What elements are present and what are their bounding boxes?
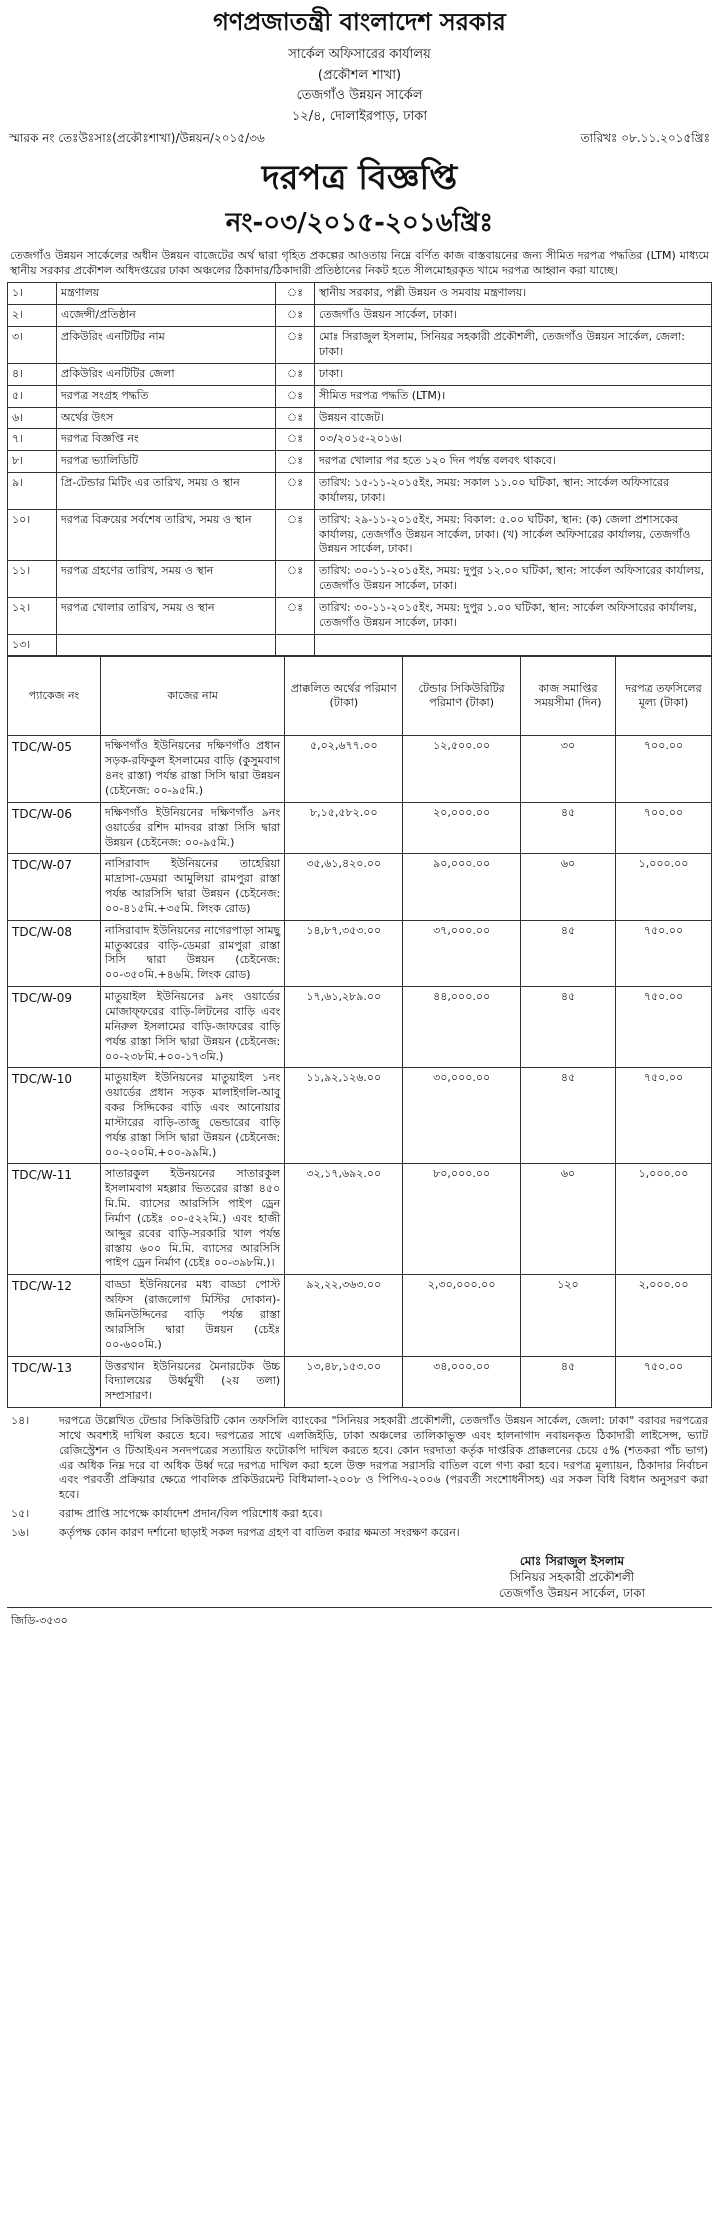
tender-security: ৩৪,০০০.০০ xyxy=(403,1356,521,1408)
info-label: দরপত্র সংগ্রহ পদ্ধতি xyxy=(57,385,276,407)
info-row xyxy=(8,509,712,561)
work-name: দক্ষিণগাঁও ইউনিয়নের দক্ষিণগাঁও ৯নং ওয়ার্ডের রশিদ মাদবর রাস্তা সিসি দ্বারা উন্নয়ন (চেইনেজ: ০০-৯৫মি.) xyxy=(100,802,284,854)
info-serial: ৯। xyxy=(8,473,57,510)
info-colon: ঃ xyxy=(276,597,315,634)
schedule-price: ৭০০.০০ xyxy=(616,802,712,854)
info-row xyxy=(8,451,712,473)
estimated-cost: ১১,৯২,১২৬.০০ xyxy=(285,1068,403,1164)
office-name: সার্কেল অফিসারের কার্যালয় xyxy=(288,47,431,63)
info-serial: ৪। xyxy=(8,363,57,385)
completion-days: ৪৫ xyxy=(520,920,615,986)
info-colon: ঃ xyxy=(276,509,315,561)
package-number: TDC/W-13 xyxy=(8,1356,101,1408)
intro-paragraph: তেজগাঁও উন্নয়ন সার্কেলের অধীন উন্নয়ন বাজেটের অর্থ দ্বারা গৃহিত প্রকল্পের আওতায় নিম্নে বর্ণিত কাজ বাস্তবায়নের জন্য সীমিত দরপত্র পদ্ধতির (LTM) মাধ্যমে স্থানীয় সরকার প্রকৌশল অধিদপ্তরের ঢাকা অঞ্চলের ঠিকাদার/ঠিকাদারী প্রতিষ্ঠানের নিকট হতে সীলমোহরকৃত খামে দরপত্র আহ্বান করা যাচ্ছে। xyxy=(10,248,709,277)
signatory-office: তেজগাঁও উন্নয়ন সার্কেল, ঢাকা xyxy=(498,1586,646,1601)
signatory-name: মোঃ সিরাজুল ইসলাম xyxy=(519,1553,625,1568)
package-number: TDC/W-05 xyxy=(8,736,101,802)
notice-number: নং-০৩/২০১৫-২০১৬খ্রিঃ xyxy=(225,207,494,238)
info-row xyxy=(8,634,712,656)
info-value: সীমিত দরপত্র পদ্ধতি (LTM)। xyxy=(315,385,712,407)
info-serial: ৮। xyxy=(8,451,57,473)
info-serial: ৬। xyxy=(8,407,57,429)
package-row xyxy=(8,854,712,920)
memo-row xyxy=(7,130,712,146)
footer-note-serial: ১৬। xyxy=(11,1525,30,1539)
government-title: গণপ্রজাতন্ত্রী বাংলাদেশ সরকার xyxy=(213,8,506,36)
schedule-price: ৭৫০.০০ xyxy=(616,1068,712,1164)
completion-days: ৬০ xyxy=(520,1164,615,1275)
info-label: দরপত্র ভ্যালিডিটি xyxy=(57,451,276,473)
info-label: দরপত্র খোলার তারিখ, সময় ও স্থান xyxy=(57,597,276,634)
info-serial: ৫। xyxy=(8,385,57,407)
package-row xyxy=(8,1275,712,1356)
info-value: দরপত্র খোলার পর হতে ১২০ দিন পর্যন্ত বলবৎ থাকবে। xyxy=(315,451,712,473)
info-row xyxy=(8,327,712,364)
package-row xyxy=(8,987,712,1068)
completion-days: ৪৫ xyxy=(520,1068,615,1164)
info-serial: ১৩। xyxy=(8,634,57,656)
completion-days: ৬০ xyxy=(520,854,615,920)
footer-note-text: কর্তৃপক্ষ কোন কারণ দর্শানো ছাড়াই সকল দরপত্র গ্রহণ বা বাতিল করার ক্ষমতা সংরক্ষণ করেন। xyxy=(59,1525,460,1539)
estimated-cost: ১৩,৪৮,১৫৩.০০ xyxy=(285,1356,403,1408)
footer-note-text: দরপত্রে উল্লেখিত টেন্ডার সিকিউরিটি কোন তফসিলি ব্যাংকের "সিনিয়র সহকারী প্রকৌশলী, তেজগাঁও উন্নয়ন সার্কেল, জেলা: ঢাকা" বরাবর দরপত্রের সাথে অবশ্যই দাখিল করতে হবে। দরপত্রের সাথে এলজিইডি, ঢাকা অঞ্চলের তালিকাভুক্ত এবং হালনাগাদ নবায়নকৃত ঠিকাদারী লাইসেন্স, ভ্যাট রেজিস্ট্রেশন ও টিআইএন সনদপত্রের সত্যায়িত ফটোকপি দাখিল করতে হবে। কোন দরদাতা কর্তৃক দাপ্তরিক প্রাক্কলনের চেয়ে ৫% (শতকরা পাঁচ ভাগ) এর অধিক নিম্ন দরে বা অধিক উর্ধ্ব দরে দরপত্র দাখিল করা হলে উক্ত দরপত্র সরাসরি বাতিল বলে গণ্য করা হবে। দরপত্র মূল্যায়ন, ঠিকাদার নির্বাচন এবং পরবর্তী প্রক্রিয়ার ক্ষেত্রে পাবলিক প্রকিউরমেন্ট বিধিমালা-২০০৮ ও পিপিএ-২০০৬ (পরবর্তী সংশোধনীসহ) এর সকল বিধি বিধান অনুসরণ করা হবে। xyxy=(59,1414,708,1502)
info-colon: ঃ xyxy=(276,305,315,327)
header-package-no: প্যাকেজ নং xyxy=(8,657,101,736)
tender-security: ২,৩০,০০০.০০ xyxy=(403,1275,521,1356)
schedule-price: ১,০০০.০০ xyxy=(616,854,712,920)
footer-note-row xyxy=(7,1524,712,1543)
package-number: TDC/W-12 xyxy=(8,1275,101,1356)
package-row xyxy=(8,1068,712,1164)
info-label: মন্ত্রণালয় xyxy=(57,283,276,305)
tender-security: ২০,০০০.০০ xyxy=(403,802,521,854)
package-number: TDC/W-08 xyxy=(8,920,101,986)
info-value: তারিখ: ১৫-১১-২০১৫ইং, সময়: সকাল ১১.০০ ঘটিকা, স্থান: সার্কেল অফিসারের কার্যালয়, ঢাকা। xyxy=(315,473,712,510)
info-label: প্রকিউরিং এনটিটির জেলা xyxy=(57,363,276,385)
footer-note-serial: ১৪। xyxy=(11,1414,30,1428)
info-label xyxy=(57,634,276,656)
work-name: নাসিরাবাদ ইউনিয়নের তাহেরিয়া মাদ্রাসা-ডেমরা আমুলিয়া রামপুরা রাস্তা পর্যন্ত আরসিসি দ্বারা উন্নয়ন (চেইনেজ: ০০-৪১৫মি.+৩৫মি. লিংক রোড) xyxy=(100,854,284,920)
package-row xyxy=(8,802,712,854)
info-value: তারিখ: ৩০-১১-২০১৫ইং, সময়: দুপুর ১.০০ ঘটিকা, স্থান: সার্কেল অফিসারের কার্যালয়, তেজগাঁও উন্নয়ন সার্কেল, ঢাকা। xyxy=(315,597,712,634)
work-name: উত্তরখান ইউনিয়নের মৈনারটেক উচ্চ বিদ্যালয়ের উর্ধ্বমুখী (২য় তলা) সম্প্রসারণ। xyxy=(100,1356,284,1408)
info-colon: ঃ xyxy=(276,327,315,364)
info-label: এজেন্সী/প্রতিষ্ঠান xyxy=(57,305,276,327)
info-row xyxy=(8,283,712,305)
footer-note-row xyxy=(7,1505,712,1524)
work-name: বাড্ডা ইউনিয়নের মধ্য বাড্ডা পোস্ট অফিস (রাজলোগ মিস্টির দোকান)-জমিনউদ্দিনের বাড়ি পর্যন্ত রাস্তা আরসিসি দ্বারা উন্নয়ন (চেইঃ ০০-৬০০মি.) xyxy=(100,1275,284,1356)
info-serial: ১২। xyxy=(8,597,57,634)
tender-security: ৩৭,০০০.০০ xyxy=(403,920,521,986)
info-serial: ৩। xyxy=(8,327,57,364)
work-name: মাতুয়াইল ইউনিয়নের মাতুয়াইল ১নং ওয়ার্ডের প্রধান সড়ক মালাইগলি-আবু বকর সিদ্দিকের বাড়ি এবং আনোয়ার মাস্টারের বাড়ি-তাজু ভেন্ডারের বাড়ি পর্যন্ত রাস্তা সিসি দ্বারা উন্নয়ন (চেইনেজ: ০০-২০০মি.+০০-৯৯মি.) xyxy=(100,1068,284,1164)
info-row xyxy=(8,597,712,634)
completion-days: ৪৫ xyxy=(520,987,615,1068)
info-colon xyxy=(276,634,315,656)
info-label: অর্থের উৎস xyxy=(57,407,276,429)
info-label: প্রকিউরিং এনটিটির নাম xyxy=(57,327,276,364)
work-name: নাসিরাবাদ ইউনিয়নের নাগেরপাড়া সামছু মাতুব্বরের বাড়ি-ডেমরা রামপুরা রাস্তা সিসি দ্বারা উন্নয়ন (চেইনেজ: ০০-৩৫০মি.+৪৬মি. লিংক রোড) xyxy=(100,920,284,986)
info-colon: ঃ xyxy=(276,473,315,510)
completion-days: ৪৫ xyxy=(520,1356,615,1408)
tender-security: ১২,৫০০.০০ xyxy=(403,736,521,802)
info-serial: ১। xyxy=(8,283,57,305)
info-colon: ঃ xyxy=(276,283,315,305)
package-row xyxy=(8,736,712,802)
work-name: দক্ষিণগাঁও ইউনিয়নের দক্ষিণগাঁও প্রধান সড়ক-রফিকুল ইসলামের বাড়ি (কুসুমবাগ ৪নং রাস্তা) পর্যন্ত রাস্তা সিসি দ্বারা উন্নয়ন (চেইনেজ: ০০-৯৫মি.) xyxy=(100,736,284,802)
footer-note-row xyxy=(7,1412,712,1505)
office-address: ১২/৪, দোলাইরপাড়, ঢাকা xyxy=(291,109,428,125)
estimated-cost: ১৪,৮৭,৩৫৩.০০ xyxy=(285,920,403,986)
info-value: তারিখ: ৩০-১১-২০১৫ইং, সময়: দুপুর ১২.০০ ঘটিকা, স্থান: সার্কেল অফিসারের কার্যালয়, তেজগাঁও উন্নয়ন সার্কেল, ঢাকা। xyxy=(315,561,712,598)
info-colon: ঃ xyxy=(276,451,315,473)
info-row xyxy=(8,305,712,327)
header-completion-days: কাজ সমাপ্তির সময়সীমা (দিন) xyxy=(520,657,615,736)
notice-header xyxy=(7,6,712,126)
info-table xyxy=(7,282,712,656)
estimated-cost: ৩৫,৬১,৪২০.০০ xyxy=(285,854,403,920)
package-number: TDC/W-07 xyxy=(8,854,101,920)
info-label: দরপত্র গ্রহণের তারিখ, সময় ও স্থান xyxy=(57,561,276,598)
estimated-cost: ৯২,২২,৩৬৩.০০ xyxy=(285,1275,403,1356)
circle-name: তেজগাঁও উন্নয়ন সার্কেল xyxy=(296,88,423,104)
package-number: TDC/W-11 xyxy=(8,1164,101,1275)
branch-name: (প্রকৌশল শাখা) xyxy=(317,67,402,83)
estimated-cost: ৩২,১৭,৬৯২.০০ xyxy=(285,1164,403,1275)
estimated-cost: ৫,০২,৬৭৭.০০ xyxy=(285,736,403,802)
header-work-name: কাজের নাম xyxy=(100,657,284,736)
schedule-price: ২,০০০.০০ xyxy=(616,1275,712,1356)
info-row xyxy=(8,429,712,451)
info-colon: ঃ xyxy=(276,561,315,598)
memo-number: স্মারক নং তেঃউঃসাঃ(প্রকৌঃশাখা)/উন্নয়ন/২০১৫/৩৬ xyxy=(9,130,265,145)
notice-title: দরপত্র বিজ্ঞপ্তি xyxy=(261,157,458,198)
package-number: TDC/W-09 xyxy=(8,987,101,1068)
footer-note-serial: ১৫। xyxy=(11,1507,30,1521)
info-value: উন্নয়ন বাজেট। xyxy=(315,407,712,429)
package-number: TDC/W-10 xyxy=(8,1068,101,1164)
completion-days: ৩০ xyxy=(520,736,615,802)
estimated-cost: ৮,১৫,৫৮২.০০ xyxy=(285,802,403,854)
footer-note-text: বরাদ্দ প্রাপ্তি সাপেক্ষে কার্যাদেশ প্রদান/বিল পরিশোধ করা হবে। xyxy=(59,1507,323,1521)
schedule-price: ১,০০০.০০ xyxy=(616,1164,712,1275)
info-serial: ১০। xyxy=(8,509,57,561)
package-row xyxy=(8,1164,712,1275)
info-serial: ২। xyxy=(8,305,57,327)
info-label: দরপত্র বিক্রয়ের সর্বশেষ তারিখ, সময় ও স্থান xyxy=(57,509,276,561)
tender-notice-page xyxy=(7,0,712,1633)
package-row xyxy=(8,920,712,986)
info-value: ঢাকা। xyxy=(315,363,712,385)
header-schedule-price: দরপত্র তফসিলের মূল্য (টাকা) xyxy=(616,657,712,736)
schedule-price: ৭৫০.০০ xyxy=(616,987,712,1068)
package-row xyxy=(8,1356,712,1408)
info-colon: ঃ xyxy=(276,407,315,429)
completion-days: ৪৫ xyxy=(520,802,615,854)
estimated-cost: ১৭,৬১,২৮৯.০০ xyxy=(285,987,403,1068)
info-value xyxy=(315,634,712,656)
header-tender-security: টেন্ডার সিকিউরিটির পরিমাণ (টাকা) xyxy=(403,657,521,736)
info-serial: ৭। xyxy=(8,429,57,451)
work-name: মাতুয়াইল ইউনিয়নের ৯নং ওয়ার্ডের মোজাফ্ফরের বাড়ি-লিটনের বাড়ি এবং মনিরুল ইসলামের বাড়ি-জাফরের বাড়ি পর্যন্ত রাস্তা সিসি দ্বারা উন্নয়ন (চেইনেজ: ০০-২৩৮মি.+০০-১৭৩মি.) xyxy=(100,987,284,1068)
info-row xyxy=(8,473,712,510)
package-table xyxy=(7,656,712,1408)
header-estimated-cost: প্রাক্কলিত অর্থের পরিমাণ (টাকা) xyxy=(285,657,403,736)
info-label: দরপত্র বিজ্ঞপ্তি নং xyxy=(57,429,276,451)
info-row xyxy=(8,363,712,385)
info-serial: ১১। xyxy=(8,561,57,598)
signature-block xyxy=(7,1543,712,1602)
footer-notes xyxy=(7,1412,712,1543)
info-row xyxy=(8,561,712,598)
info-colon: ঃ xyxy=(276,429,315,451)
info-value: তারিখ: ২৯-১১-২০১৫ইং, সময়: বিকাল: ৫.০০ ঘটিকা, স্থান: (ক) জেলা প্রশাসকের কার্যালয়, তেজগাঁও উন্নয়ন সার্কেল, ঢাকা। (খ) সার্কেল অফিসারের কার্যালয়, তেজগাঁও উন্নয়ন সার্কেল, ঢাকা। xyxy=(315,509,712,561)
info-colon: ঃ xyxy=(276,363,315,385)
info-value: মোঃ সিরাজুল ইসলাম, সিনিয়র সহকারী প্রকৌশলী, তেজগাঁও উন্নয়ন সার্কেল, জেলা: ঢাকা। xyxy=(315,327,712,364)
memo-date: তারিখঃ ০৮.১১.২০১৫খ্রিঃ xyxy=(580,130,710,145)
tender-security: ৪৪,০০০.০০ xyxy=(403,987,521,1068)
info-label: প্রি-টেন্ডার মিটিং এর তারিখ, সময় ও স্থান xyxy=(57,473,276,510)
schedule-price: ৭৫০.০০ xyxy=(616,1356,712,1408)
info-row xyxy=(8,407,712,429)
info-value: তেজগাঁও উন্নয়ন সার্কেল, ঢাকা। xyxy=(315,305,712,327)
tender-security: ৯০,০০০.০০ xyxy=(403,854,521,920)
info-value: ০৩/২০১৫-২০১৬। xyxy=(315,429,712,451)
info-value: স্থানীয় সরকার, পল্লী উন্নয়ন ও সমবায় মন্ত্রণালয়। xyxy=(315,283,712,305)
info-row xyxy=(8,385,712,407)
package-number: TDC/W-06 xyxy=(8,802,101,854)
tender-security: ৩০,০০০.০০ xyxy=(403,1068,521,1164)
info-colon: ঃ xyxy=(276,385,315,407)
tender-security: ৮০,০০০.০০ xyxy=(403,1164,521,1275)
schedule-price: ৭০০.০০ xyxy=(616,736,712,802)
schedule-price: ৭৫০.০০ xyxy=(616,920,712,986)
work-name: সাতারকুল ইউনয়নের সাতারকুল ইসলামবাগ মহল্লার ভিতরের রাস্তা ৪৫০ মি.মি. ব্যাসের আরসিসি পাইপ ড্রেন নির্মাণ (চেইঃ ০০-৫২২মি.) এবং হাজী আব্দুর রবের বাড়ি-সরকারি খাল পর্যন্ত রাস্তায় ৬০০ মি.মি. ব্যাসের আরসিসি পাইপ ড্রেন নির্মাণ (চেইঃ ০০-৩৯৮মি.)। xyxy=(100,1164,284,1275)
completion-days: ১২০ xyxy=(520,1275,615,1356)
signatory-designation: সিনিয়র সহকারী প্রকৌশলী xyxy=(509,1570,635,1584)
gd-code: জিডি-৩৫৩০ xyxy=(7,1607,712,1633)
package-table-header xyxy=(8,657,712,736)
